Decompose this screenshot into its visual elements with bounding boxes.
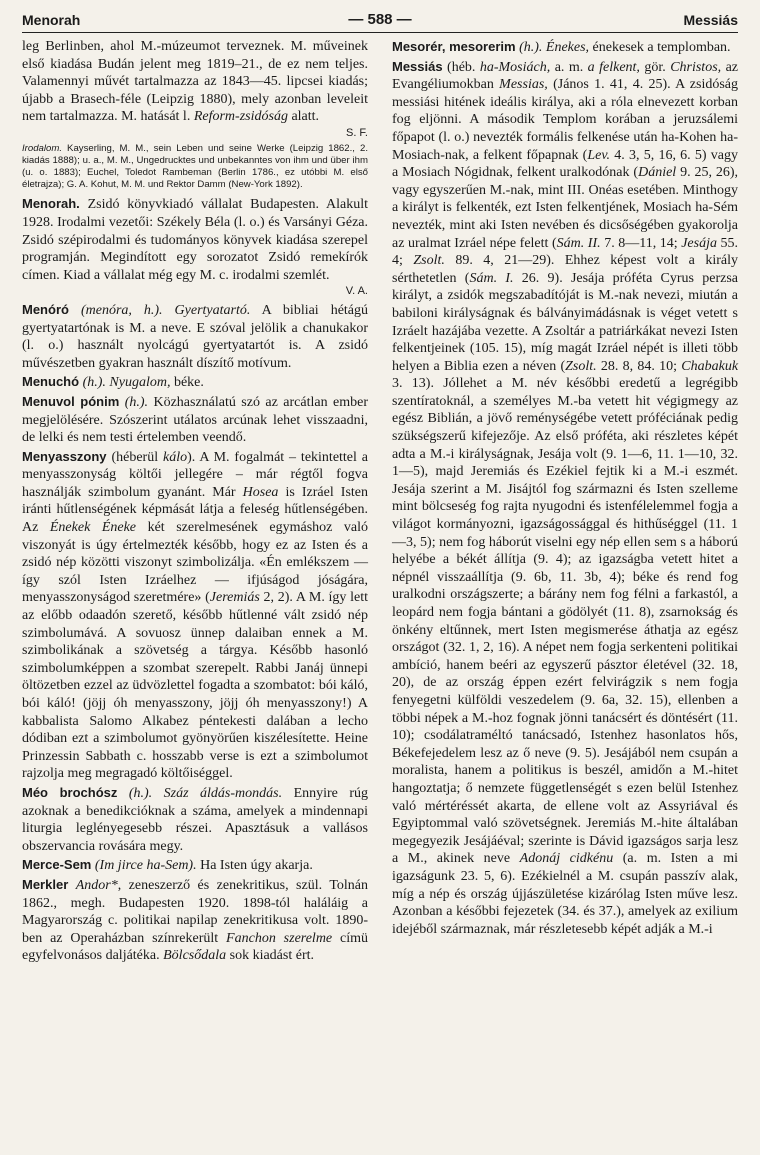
entry-headword: Menyasszony bbox=[22, 448, 107, 464]
entry-text: béke. bbox=[173, 375, 204, 391]
entry-gloss: (h.). Énekes, bbox=[519, 40, 590, 55]
entry-continuation bbox=[22, 38, 368, 126]
entry-mesorer bbox=[392, 38, 738, 57]
entry-messias bbox=[392, 58, 738, 939]
entry-headword: Menuchó bbox=[22, 374, 80, 390]
entry-text: , zeneszerző és zenekritikus, szül. Tolnán 1862., megh. Budapesten 1920. 1898-tól haláláig a Magyarország c. politikai napilap zenekritikusa volt. 1890-ben az Operaházban színrekerült bbox=[22, 877, 369, 946]
author-signature: S. F. bbox=[345, 126, 368, 139]
entry-text: 28. 8, 84. 10; bbox=[600, 358, 678, 374]
entry-headword: Merce-Sem bbox=[22, 857, 92, 873]
entry-menuvol-ponim bbox=[22, 393, 368, 447]
entry-merce-sem bbox=[22, 856, 368, 875]
entry-text: címü egyfelvonásos daljátéka. bbox=[22, 930, 369, 964]
entry-text: 7. 8—11, 14; bbox=[604, 235, 678, 251]
entry-text: 2, 2). A M. így lett az előbb odaadón szerető, később hűtlenné vált zsidó nép szimbolumává. A sovuosz ünnep dalaiban ennek a M. szimbolikának a szövetség a tárgya. Később hasonló szimbolumképpen a szombat szerepelt. Rabbi Janáj ünnepi öltözetben ezzel az üdvözlettel fogadta a szombatot: bói káló, bói káló! (jöjj óh menyasszony, jöjj óh menyasszony!) A kabbalista Salomo Alkabez péntekesti dalában a lecho dódiban ezt a szimbolumot gyönyörűen kiszélesítette. Heine Prinzessin Sabbath c. hosszabb verse is ezt a szimbolumot rajzolja meg megragadó költőiséggel. bbox=[22, 590, 369, 782]
entry-gloss: (h.). Száz áldás-mondás. bbox=[128, 785, 283, 801]
entry-text: sok kiadást ért. bbox=[229, 948, 314, 964]
entry-text: Zsidó könyvkiadó vállalat Budapesten. Alakult 1928. Irodalmi vezetői: Székely Béla (l. o.) és Varsányi Géza. Zsidó szépirodalmi és tudományos könyvek kiadása szerepel programján. Megindított egy sorozatot Zsidó remekírók címen. Kiad a vállalat még egy M. c. irodalmi szemlét. bbox=[22, 197, 369, 283]
entry-headword: Merkler bbox=[22, 876, 69, 892]
entry-text: Közhasználatú szó az arcátlan ember megjelölésére. Szószerint utálatos arcúnak lehet visszaadni, de lelki és nem testi értelemben veendő. bbox=[22, 394, 368, 446]
entry-ref: Énekek Éneke bbox=[49, 520, 137, 536]
entry-ref: Hosea bbox=[242, 484, 279, 500]
entry-gloss: Andor* bbox=[75, 877, 118, 893]
entry-ref: Zsolt. bbox=[565, 358, 597, 374]
entry-headword: Messiás bbox=[392, 58, 443, 74]
entry-text: (János 1. 41, 4. 25). A zsidóság messiási hitének ideális királya, aki a róla elnevezett korban fog eljönni. A második Templom korában a jeruzsálemi főpapot (l. o.) nevezték formális felkenése után ha-Kohen ha-Mosiach-nak, a felkent főpapnak ( bbox=[392, 77, 739, 163]
entry-text: énekesek a templomban. bbox=[592, 40, 731, 55]
entry-text: leg Berlinben, ahol M.-múzeumot terveznek. M. műveinek első kiadása Budán jelent meg 1819–21., de ez nem teljes. Valamennyi művét tartalmazza az 1843—45. lipcsei kiadás; újabb a Brasech-féle (Leipzig 1880), mely azonban leveleit nem tartalmazza. M. hatását l. bbox=[22, 39, 368, 125]
entry-gloss: (Im jirce ha-Sem). bbox=[94, 858, 197, 874]
entry-text: 4. 3, 5, 16, 6. 5) vagy a Mosiach Nógidnak, felkent uralkodónak ( bbox=[392, 147, 738, 181]
entry-headword: Mesorér, mesorerim bbox=[392, 39, 516, 54]
author-signature: V. A. bbox=[345, 285, 368, 298]
entry-text: 26. 9). Jesája próféta Cyrus perzsa királyt, a zsidók megszabadítóját is M.-nak nevezi, miután a babiloni királyságnak és bálványimádásnak is véget vetett s Izráelt hazájába vezette. A Zsoltár a patriárkákat nevezi Isten felkentjeinek (105. 15), míg magát Izráel népét is illeti több helyen a Biblia ezen a néven ( bbox=[392, 270, 739, 374]
entry-text: 9. 25, 26), vagy egyszerűen M.-nak, mint III. Onéas esetében. Minthogy a királyt is felkenték, ezt Isten felkentjének, Mosiach ha-Sém nevezték, mint aki Isten nevében és dicsőségében gyakorolja az uralmat Izráel népe felett ( bbox=[392, 165, 739, 251]
entry-ref: Jesája bbox=[681, 235, 717, 251]
header-left-term: Menorah bbox=[22, 12, 81, 28]
entry-ref: Reform-zsidóság bbox=[193, 109, 288, 125]
entry-menyasszony bbox=[22, 448, 368, 783]
entry-gloss: (h.). Nyugalom, bbox=[82, 375, 171, 391]
entry-gloss: Christos, bbox=[670, 59, 722, 75]
entry-menoro bbox=[22, 301, 368, 372]
entry-ref: Sám. II. bbox=[556, 235, 601, 251]
entry-gloss: Adonáj cidkénu bbox=[519, 851, 614, 867]
header-right-term: Messiás bbox=[683, 12, 738, 28]
bibliography-text: Kayserling, M. M., sein Leben und seine Werke (Leipzig 1862., 2. kiadás 1888); u. a., M. M., Ungedrucktes und unbekanntes von ihm und über ihm (u. o. 1883); Euchel, Toledot Rambeman (Berlin 1786., ez utóbbi M. első életrajza); G. A. Kohut, M. M. und Rektor Damm (New-York 1892). bbox=[22, 142, 368, 191]
entry-menucho bbox=[22, 373, 368, 392]
entry-text: két szerelmesének egymáshoz való viszonyát is úgy értelmezték később, hogy ez az Isten és a zsidó nép közötti viszonyt szimbolizálja. «Én emlékszem — így szól Isten Izráelhez — ifjúságod jóságára, menyasszonyságod szeretmére» ( bbox=[22, 520, 369, 606]
entry-ref: Chabakuk bbox=[681, 358, 739, 374]
entry-text: az Evangéliumokban bbox=[392, 59, 739, 93]
entry-meo-brochosz bbox=[22, 784, 368, 855]
entry-text: is Izráel Isten iránti hűtlenségének képmását látja a feleség hűtlenségében. Az bbox=[22, 484, 369, 536]
left-column bbox=[22, 38, 368, 966]
entry-text: (héb. bbox=[447, 59, 476, 75]
bibliography-label: Irodalom. bbox=[22, 142, 62, 154]
entry-gloss: ha-Mosiách, bbox=[479, 59, 551, 75]
entry-text: 89. 4, 21—29). Ehhez képest volt a király sérthetetlen ( bbox=[392, 253, 739, 286]
entry-ref: Fanchon szerelme bbox=[226, 930, 333, 946]
entry-ref: Zsolt. bbox=[413, 253, 445, 269]
entry-gloss: kálo bbox=[162, 449, 188, 465]
entry-menorah bbox=[22, 195, 368, 284]
entry-gloss: Messias, bbox=[499, 77, 548, 93]
page-number: — 588 — bbox=[348, 11, 412, 28]
entry-text: (a. m. Isten a mi igazságunk 23. 5, 6). Ezékielnél a M. csupán passzív alak, míg a nép és ország újjászületése kizárólag Isten műve lesz. Azonban a későbbi fejezetek (34. és 37.), amelyek az exilium idejéből származnak, már részletesebb képét adják a M.-i bbox=[392, 851, 738, 937]
entry-merkler bbox=[22, 876, 368, 965]
entry-headword: Menorah. bbox=[22, 196, 80, 212]
entry-text: (héberül bbox=[111, 449, 159, 465]
entry-text: alatt. bbox=[291, 109, 320, 125]
entry-text: 3. 13). Jóllehet a M. név későbbi eredetű a legrégibb szentíratoknál, a személyes M.-ba vetett hit végigmegy az egész Biblián, a jövő reménységébe vetett próféciának pedig szükségszerű kifejezője. Az első próféta, aki részletes képét adta a M.-i királyságnak, Jesája volt (9. 1—6, 11. 1—10, 32. 1—5), majd Jeremiás és Ezékiel fejtik ki a M.-i eszmét. Jesája szerint a M. Jisájtól fog származni és Isten szelleme mint bölcseség fog rajta nyugodni és istenfélelemmel fogja a világot kormányozni, igazságossággal és hithűséggel (11. 1—3, 5); nem fog háborút viselni egy nép ellen sem s a háború helyébe a békét állítja (9. 4); az igazságba vetett hitet a népnél visszaállítja (9. 6b, 11. 3b, 4); béke és rend fog uralkodni országszerte; a bárány nem fog félni a farkastól, a leopárd nem fogja bántani a gödölyét (11. 8), zsarnokság és önkény eltűnnek, mert Isten megismerése áthatja az egész országot (32. 1, 2, 16). A népet nem fogja serkenteni politikai ambíció, hanem beéri az egyszerű pásztor életével (32. 18, 20), de az ország éppen ezért felvirágzik s nem fogja fenyegetni külföldi veszedelem (9. 6a, 32. 15), ellenben a többi népek a M.-hoz fognak jönni tanácsért és döntésért (11. 10); csodálatraméltó tanácsadó, Istenhez hasonlatos hős, Békefejedelem lesz az ő neve (9. 5). Jesájából nem csupán a moralista, hanem a politikus is beszél, amidőn a M.-hitet hangoztatja; ő nemzete függetlenségét s ezen belül Istenhez való mértéréssét akarta, de ellene volt az Assyriával és Egyiptommal való szövetségnek. Jeremiás M.-hite általában megegyezik Jesájáéval; szerinte is Dávid igazságos sarja lesz a M., akinek neve bbox=[392, 376, 738, 867]
entry-text: Ennyire rúg azoknak a benedikcióknak a száma, amelyek a mindennapi liturgia leglényegesebb részei. Apasztásuk a vallásos obszervancia rovására megy. bbox=[22, 785, 369, 854]
entry-gloss: (menóra, h.). Gyertyatartó. bbox=[80, 302, 251, 318]
entry-text: a. m. bbox=[554, 59, 584, 75]
entry-ref: Jeremiás bbox=[209, 590, 260, 606]
entry-ref: Sám. I. bbox=[469, 270, 514, 286]
right-column bbox=[392, 38, 738, 939]
bibliography bbox=[22, 143, 368, 192]
entry-text: 55. 4; bbox=[392, 235, 739, 269]
entry-headword: Méo brochósz bbox=[22, 784, 118, 800]
entry-ref: Lev. bbox=[587, 147, 611, 163]
entry-gloss: a felkent, bbox=[587, 59, 640, 75]
entry-ref: Dániel bbox=[638, 165, 677, 181]
entry-text: gör. bbox=[644, 59, 666, 75]
running-header bbox=[22, 10, 738, 33]
entry-gloss: (h.). bbox=[124, 394, 149, 410]
entry-text: ). A M. fogalmát – tekintettel a menyasszonyság költői jellegére – már régtől fogva használják szimbolum gyanánt. Már bbox=[22, 449, 369, 500]
entry-ref: Bölcsődala bbox=[163, 948, 227, 964]
entry-text: Ha Isten úgy akarja. bbox=[200, 858, 313, 874]
entry-text: A bibliai hétágú gyertyatartónak is M. a neve. E szóval jelölik a chanukakor (l. o.) használt nyolcágú gyertyatartót is. A zsidó művészetben gyakran használt díszítő motívum. bbox=[22, 302, 369, 371]
entry-headword: Menóró bbox=[22, 301, 69, 317]
entry-headword: Menuvol pónim bbox=[22, 393, 120, 409]
